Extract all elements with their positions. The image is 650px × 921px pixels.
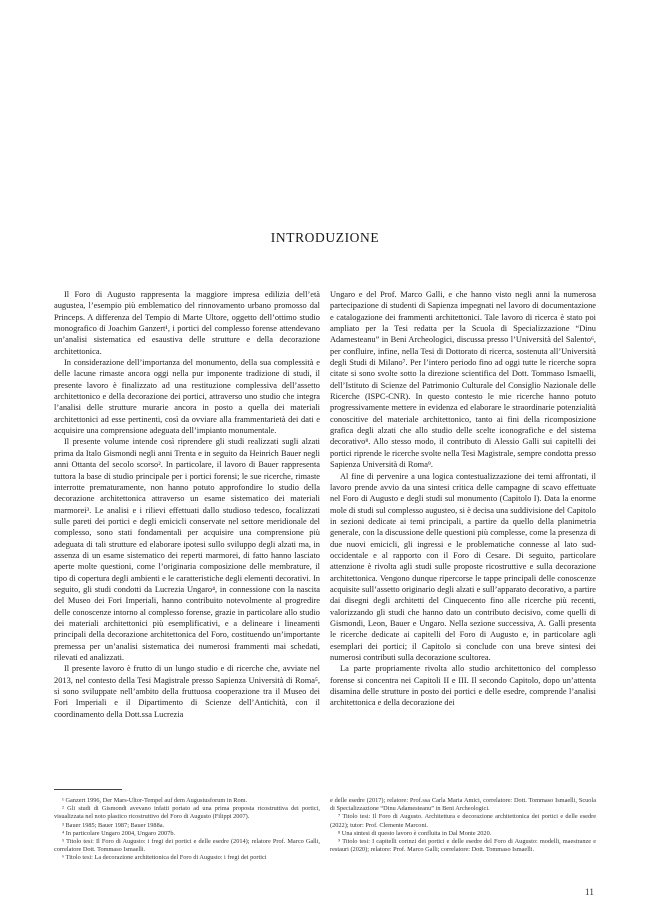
left-text-column	[54, 289, 320, 720]
right-text-column	[330, 289, 596, 709]
footnote: ⁷ Titolo tesi: Il Foro di Augusto. Architettura e decorazione architettonica dei portici e delle esedre (2022); tutor: Prof. Clemente Marconi.	[330, 813, 596, 829]
footnote-separator	[54, 789, 122, 790]
paragraph: Ungaro e del Prof. Marco Galli, e che hanno visto negli anni la numerosa partecipazione di studenti di Sapienza impegnati nel lavoro di documentazione e catalogazione dei frammenti architettonici. Tale lavoro di ricerca è stato poi ampliato per la Tesi redatta per la Scuola di Specializzazione “Dinu Adamesteanu” in Beni Archeologici, discussa presso l’Università del Salento⁶, per confluire, infine, nella Tesi di Dottorato di ricerca, sostenuta all’Università degli Studi di Milano⁷. Per l’intero periodo fino ad oggi tutte le ricerche sopra citate si sono svolte sotto la direzione scientifica del Dott. Tommaso Ismaelli, dell’Istituto di Scienze del Patrimonio Culturale del Consiglio Nazionale delle Ricerche (ISPC-CNR). In questo contesto le mie ricerche hanno potuto progressivamente mettere in evidenza ed elaborare le straordinarie potenzialità conoscitive del materiale architettonico, tanto ai fini della ricomposizione grafica degli alzati che allo studio delle scelte iconografiche e del sistema decorativo⁸. Allo stesso modo, il contributo di Alessio Galli sui capitelli dei portici riprende le ricerche svolte nella Tesi Magistrale, sempre condotta presso Sapienza Università di Roma⁹.	[330, 290, 596, 470]
footnote: ¹ Ganzert 1996, Der Mars-Ultor-Tempel auf dem Augustusforum in Rom.	[62, 797, 248, 804]
paragraph: Il presente volume intende così riprendere gli studi realizzati sugli alzati prima da Italo Gismondi negli anni Trenta e in seguito da Heinrich Bauer negli anni Ottanta del secolo scorso². In particolare, il lavoro di Bauer rappresenta tuttora la base di studio principale per i portici forensi; le sue ricerche, rimaste interrotte prematuramente, non hanno potuto approfondire lo studio della decorazione architettonica attraverso un esame sistematico dei materiali marmorei³. Le analisi e i rilievi effettuati dallo studioso tedesco, focalizzati sulle pareti dei portici e degli emicicli conservate nel settore meridionale del complesso, sono stati fondamentali per acquisire una comprensione più adeguata di tali strutture ed elaborare ipotesi sullo sviluppo degli alzati ma, in assenza di un esame sistematico dei reperti marmorei, di fatto hanno lasciato aperte molte questioni, come l’originaria composizione delle membrature, il tipo di copertura degli ambienti e le caratteristiche degli elementi decorativi. In seguito, gli studi condotti da Lucrezia Ungaro⁴, in connessione con la nascita del Museo dei Fori Imperiali, hanno contribuito notevolmente al progredire delle conoscenze intorno al complesso forense, grazie in particolare allo studio dei materiali architettonici più esemplificativi, e a delineare i lineamenti principali della decorazione architettonica del Foro, costituendo un’importante premessa per un’analisi sistematica dei numerosi frammenti mai schedati, rilevati ed analizzati.	[54, 437, 320, 662]
paragraph: In considerazione dell’importanza del monumento, della sua complessità e delle lacune rimaste ancora oggi nella pur imponente tradizione di studi, il presente lavoro è finalizzato ad una restituzione complessiva dell’assetto architettonico e della decorazione dei portici, attraverso uno studio che integra l’analisi delle strutture murarie ancora in posto a quella dei materiali architettonici ad esse pertinenti, così da ovviare alla frammentarietà dei dati e acquisire una comprensione adeguata dell’impianto monumentale.	[54, 358, 320, 436]
footnote: ⁶ Titolo tesi: La decorazione architettonica del Foro di Augusto: i fregi dei portici	[62, 854, 267, 862]
footnote: ⁸ Una sintesi di questo lavoro è confluita in Dal Monte 2020.	[338, 829, 492, 837]
paragraph: Al fine di pervenire a una logica contestualizzazione dei temi affrontati, il lavoro prende avvio da una sintesi critica delle campagne di scavo effettuate nel Foro di Augusto e degli studi sul monumento (Capitolo I). Data la enorme mole di studi sul complesso augusteo, si è decisa una suddivisione del Capitolo in sezioni dedicate ai temi principali, a partire da quello della planimetria generale, con la discussione delle questioni più complesse, come la presenza di due nuovi emicicli, gli ingressi e le problematiche connesse al lato sud-occidentale e al rapporto con il Foro di Cesare. Di seguito, particolare attenzione è rivolta agli studi sulle proposte ricostruttive e sulla decorazione architettonica. Vengono dunque ripercorse le tappe principali delle conoscenze acquisite sull’assetto originario degli alzati e sull’apparato decorativo, a partire dai disegni degli architetti del Cinquecento fino alle ricerche più recenti, valorizzando gli studi che hanno dato un contributo decisivo, come quelli di Gismondi, Leon, Bauer e Ungaro. Nella sezione successiva, A. Galli presenta le ricerche dedicate ai capitelli del Foro di Augusto e, in particolare agli esemplari dei portici; il Capitolo si conclude con una breve sintesi dei numerosi contributi sulla decorazione scultorea.	[330, 471, 596, 662]
footnote: ⁵ Titolo tesi: Il Foro di Augusto: i fregi dei portici e delle esedre (2014); relatore Prof. Marco Galli, correlatore Dott. Tommaso Ismaelli.	[54, 838, 320, 854]
page-number: 11	[584, 888, 594, 898]
footnotes-left	[54, 797, 320, 863]
paragraph: La parte propriamente rivolta allo studio architettonico del complesso forense si concentra nei Capitoli II e III. Il secondo Capitolo, dopo un’attenta disamina delle strutture in posto dei portici e delle esedre, comprende l’analisi architettonica e della decorazione dei	[330, 664, 596, 708]
paragraph: Il Foro di Augusto rappresenta la maggiore impresa edilizia dell’età augustea, l’esempio più emblematico del rinnovamento urbano promosso dal Princeps. A differenza del Tempio di Marte Ultore, oggetto dell’ottimo studio monografico di Joachim Ganzert¹, i portici del complesso forense attendevano un’analisi sistematica ed esaustiva delle strutture e della decorazione architettonica.	[54, 290, 320, 356]
paragraph: Il presente lavoro è frutto di un lungo studio e di ricerche che, avviate nel 2013, nel contesto della Tesi Magistrale presso Sapienza Università di Roma⁵, si sono sviluppate nell’ambito della fruttuosa cooperazione tra il Museo dei Fori Imperiali e il Dipartimento di Scienze dell’Antichità, con il coordinamento della Dott.ssa Lucrezia	[54, 664, 320, 719]
footnote: ² Gli studi di Gismondi avevano infatti portato ad una prima proposta ricostruttiva dei portici, visualizzata nel noto plastico ricostruttivo del Foro di Augusto (Filippi 2007).	[54, 805, 320, 821]
page-title: INTRODUZIONE	[270, 230, 380, 245]
footnote: ³ Bauer 1985; Bauer 1987; Bauer 1988a.	[62, 821, 165, 829]
footnote: e delle esedre (2017); relatore: Prof.ssa Carla Maria Amici, correlatore: Dott. Tommaso Ismaelli, Scuola di Specializzazione “Dinu Adamesteanu” in Beni Archeologici.	[330, 797, 596, 813]
footnotes-right	[330, 797, 596, 854]
footnote: ⁹ Titolo tesi: I capitelli corinzi dei portici e delle esedre del Foro di Augusto: modelli, maestranze e restauri (2020); relatore: Prof. Marco Galli; correlatore: Dott. Tommaso Ismaelli.	[330, 838, 596, 854]
footnote: ⁴ In particolare Ungaro 2004, Ungaro 2007b.	[62, 829, 176, 837]
